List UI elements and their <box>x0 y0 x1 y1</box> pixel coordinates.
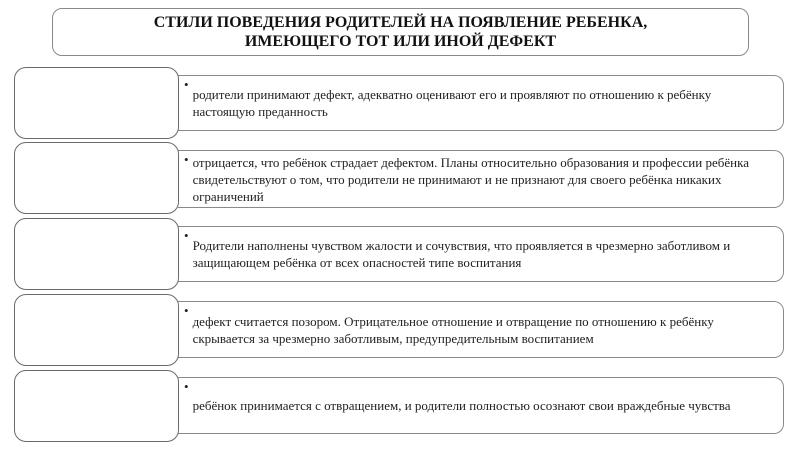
style-description-2 <box>178 150 784 208</box>
description-text: родители принимают дефект, адекватно оценивают его и проявляют по отношению к ребёнку настоящую преданность <box>192 87 712 119</box>
bullet: • <box>184 228 189 243</box>
description-text: ребёнок принимается с отвращением, и родители полностью осознают свои враждебные чувства <box>192 398 731 413</box>
style-description-1 <box>178 75 784 131</box>
style-description-4 <box>178 301 784 358</box>
title-line-2: ИМЕЮЩЕГО ТОТ ИЛИ ИНОЙ ДЕФЕКТ <box>244 33 557 50</box>
bullet: • <box>184 77 189 92</box>
bullet: • <box>184 303 189 318</box>
title-line-1: СТИЛИ ПОВЕДЕНИЯ РОДИТЕЛЕЙ НА ПОЯВЛЕНИЕ РЕБЕНКА, <box>153 14 648 31</box>
style-description-5 <box>178 377 784 434</box>
bullet: • <box>184 152 189 167</box>
description-text: отрицается, что ребёнок страдает дефектом. Планы относительно образования и профессии ребёнка свидетельствуют о том, что родители не принимают и не признают для своего ребёнка никаких ограничений <box>192 154 749 204</box>
diagram-title <box>52 8 749 56</box>
style-label-box-5 <box>14 370 179 442</box>
style-description-3 <box>178 226 784 282</box>
style-label-box-4 <box>14 294 179 366</box>
style-label-box-2 <box>14 142 179 214</box>
style-label-box-1 <box>14 67 179 139</box>
description-text: дефект считается позором. Отрицательное отношение и отвращение по отношению к ребёнку скрывается за чрезмерно заботливым, предупредительным воспитанием <box>192 313 714 346</box>
description-text: Родители наполнены чувством жалости и сочувствия, что проявляется в чрезмерно заботливом и защищающем ребёнка от всех опасностей типе воспитания <box>192 238 731 270</box>
style-label-box-3 <box>14 218 179 290</box>
bullet: • <box>184 379 189 394</box>
